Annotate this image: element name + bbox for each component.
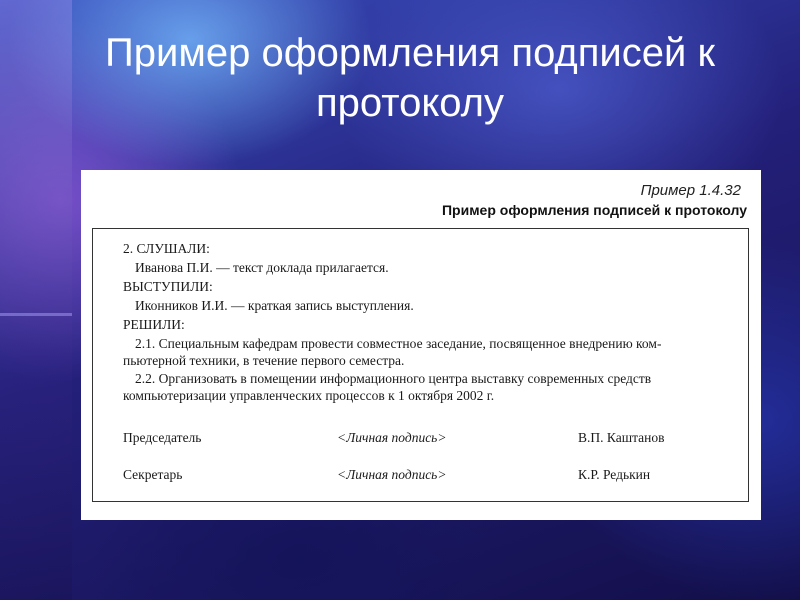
signature-name: К.Р. Редькин xyxy=(578,467,651,482)
heard-heading: 2. СЛУШАЛИ: xyxy=(123,241,210,256)
signature-placeholder: <Личная подпись> xyxy=(337,430,447,445)
signature-role: Секретарь xyxy=(123,467,183,482)
spoke-heading: ВЫСТУПИЛИ: xyxy=(123,279,213,294)
protocol-excerpt-frame xyxy=(92,228,749,502)
spoke-text: Иконников И.И. — краткая запись выступления. xyxy=(135,298,414,313)
signature-name: В.П. Каштанов xyxy=(578,430,665,445)
left-decor-line xyxy=(0,313,72,316)
decision-1-line-1: 2.1. Специальным кафедрам провести совместное заседание, посвященное внедрению ком- xyxy=(135,336,662,351)
example-title: Пример оформления подписей к протоколу xyxy=(441,202,747,218)
decision-2-line-1: 2.2. Организовать в помещении информационного центра выставку современных средств xyxy=(135,371,652,386)
signature-role: Председатель xyxy=(123,430,202,445)
signature-placeholder: <Личная подпись> xyxy=(337,467,447,482)
decision-2-line-2: компьютеризации управленческих процессов к 1 октября 2002 г. xyxy=(123,388,495,403)
decided-heading: РЕШИЛИ: xyxy=(123,317,185,332)
example-number: Пример 1.4.32 xyxy=(640,182,741,199)
decision-1-line-2: пьютерной техники, в течение первого семестра. xyxy=(123,353,405,368)
heard-text: Иванова П.И. — текст доклада прилагается. xyxy=(135,260,389,275)
document-scan xyxy=(81,170,761,520)
slide-title: Пример оформления подписей к протоколу xyxy=(105,31,715,125)
left-decor-stripe xyxy=(0,0,72,600)
